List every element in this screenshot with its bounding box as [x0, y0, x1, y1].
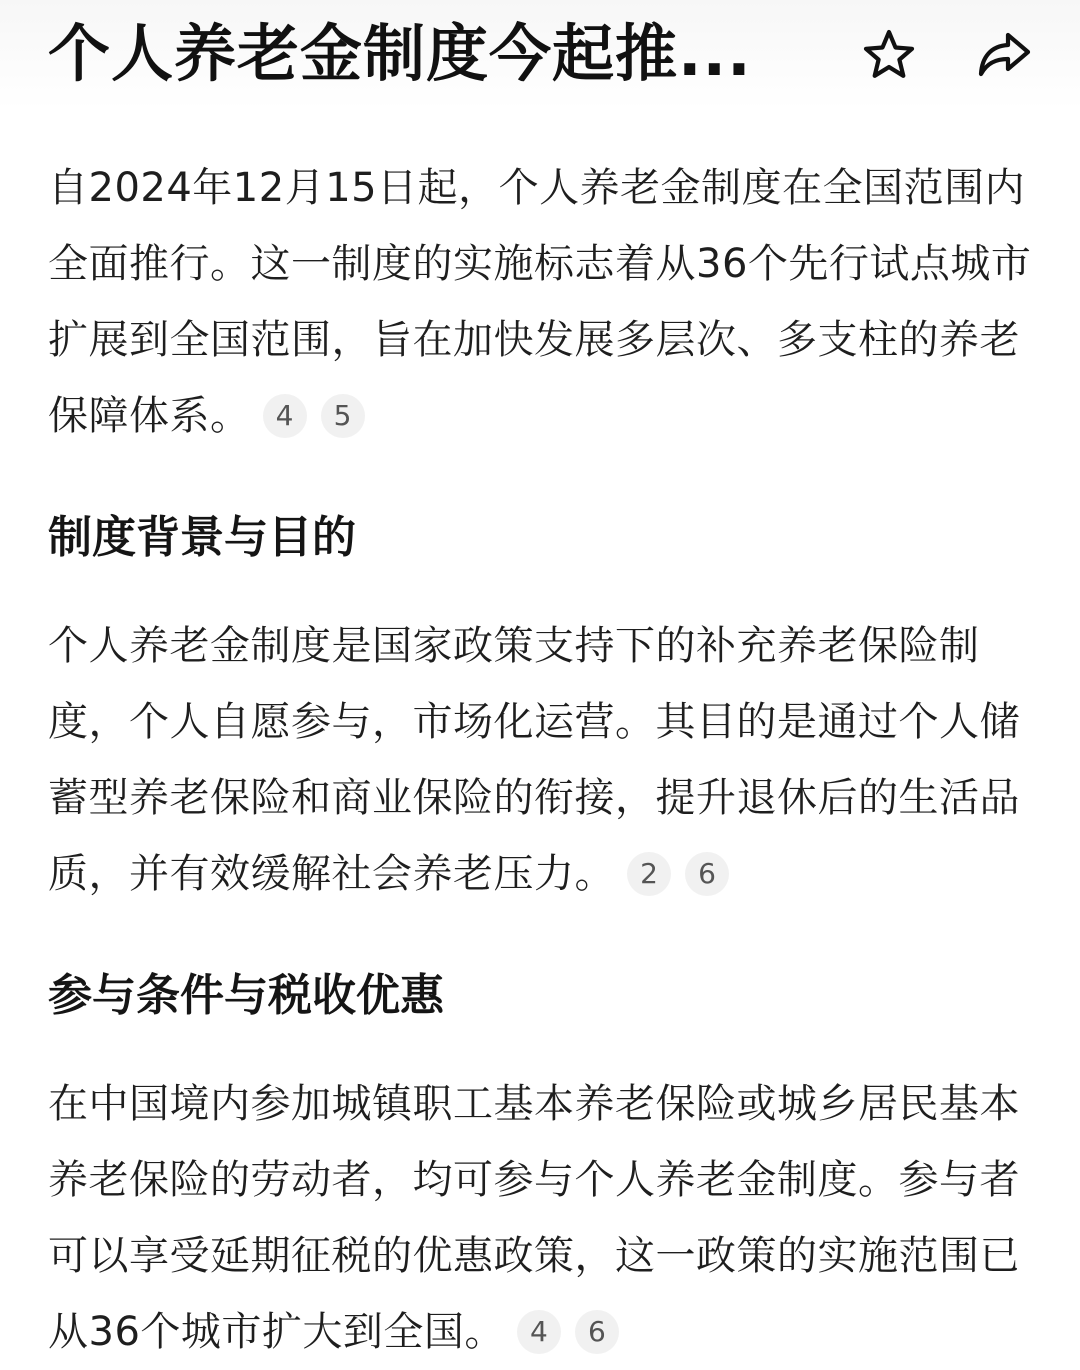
article-body [48, 150, 1038, 1370]
citation-badge[interactable]: 5 [321, 394, 365, 438]
section-heading-conditions: 参与条件与税收优惠 [48, 970, 444, 1021]
page-title: 个人养老金制度今起推... [48, 17, 752, 90]
top-bar [0, 0, 1080, 110]
share-icon[interactable] [976, 27, 1032, 83]
citation-badge[interactable]: 6 [575, 1310, 619, 1354]
star-icon[interactable] [861, 27, 917, 83]
section-paragraph-conditions [48, 1066, 1038, 1370]
citation-badge[interactable]: 4 [517, 1310, 561, 1354]
citation-badge[interactable]: 6 [685, 852, 729, 896]
intro-paragraph [48, 150, 1038, 454]
section-paragraph-background [48, 608, 1038, 912]
section-text: 个人养老金制度是国家政策支持下的补充养老保险制度，个人自愿参与，市场化运营。其目的是通过个人储蓄型养老保险和商业保险的衔接，提升退休后的生活品质，并有效缓解社会养老压力。 [48, 623, 1020, 897]
section-heading-background: 制度背景与目的 [48, 512, 356, 563]
intro-text: 自2024年12月15日起，个人养老金制度在全国范围内全面推行。这一制度的实施标志着从36个先行试点城市扩展到全国范围，旨在加快发展多层次、多支柱的养老保障体系。 [48, 165, 1032, 439]
section-text: 在中国境内参加城镇职工基本养老保险或城乡居民基本养老保险的劳动者，均可参与个人养老金制度。参与者可以享受延期征税的优惠政策，这一政策的实施范围已从36个城市扩大到全国。 [48, 1081, 1020, 1355]
citation-badge[interactable]: 4 [263, 394, 307, 438]
citation-badge[interactable]: 2 [627, 852, 671, 896]
